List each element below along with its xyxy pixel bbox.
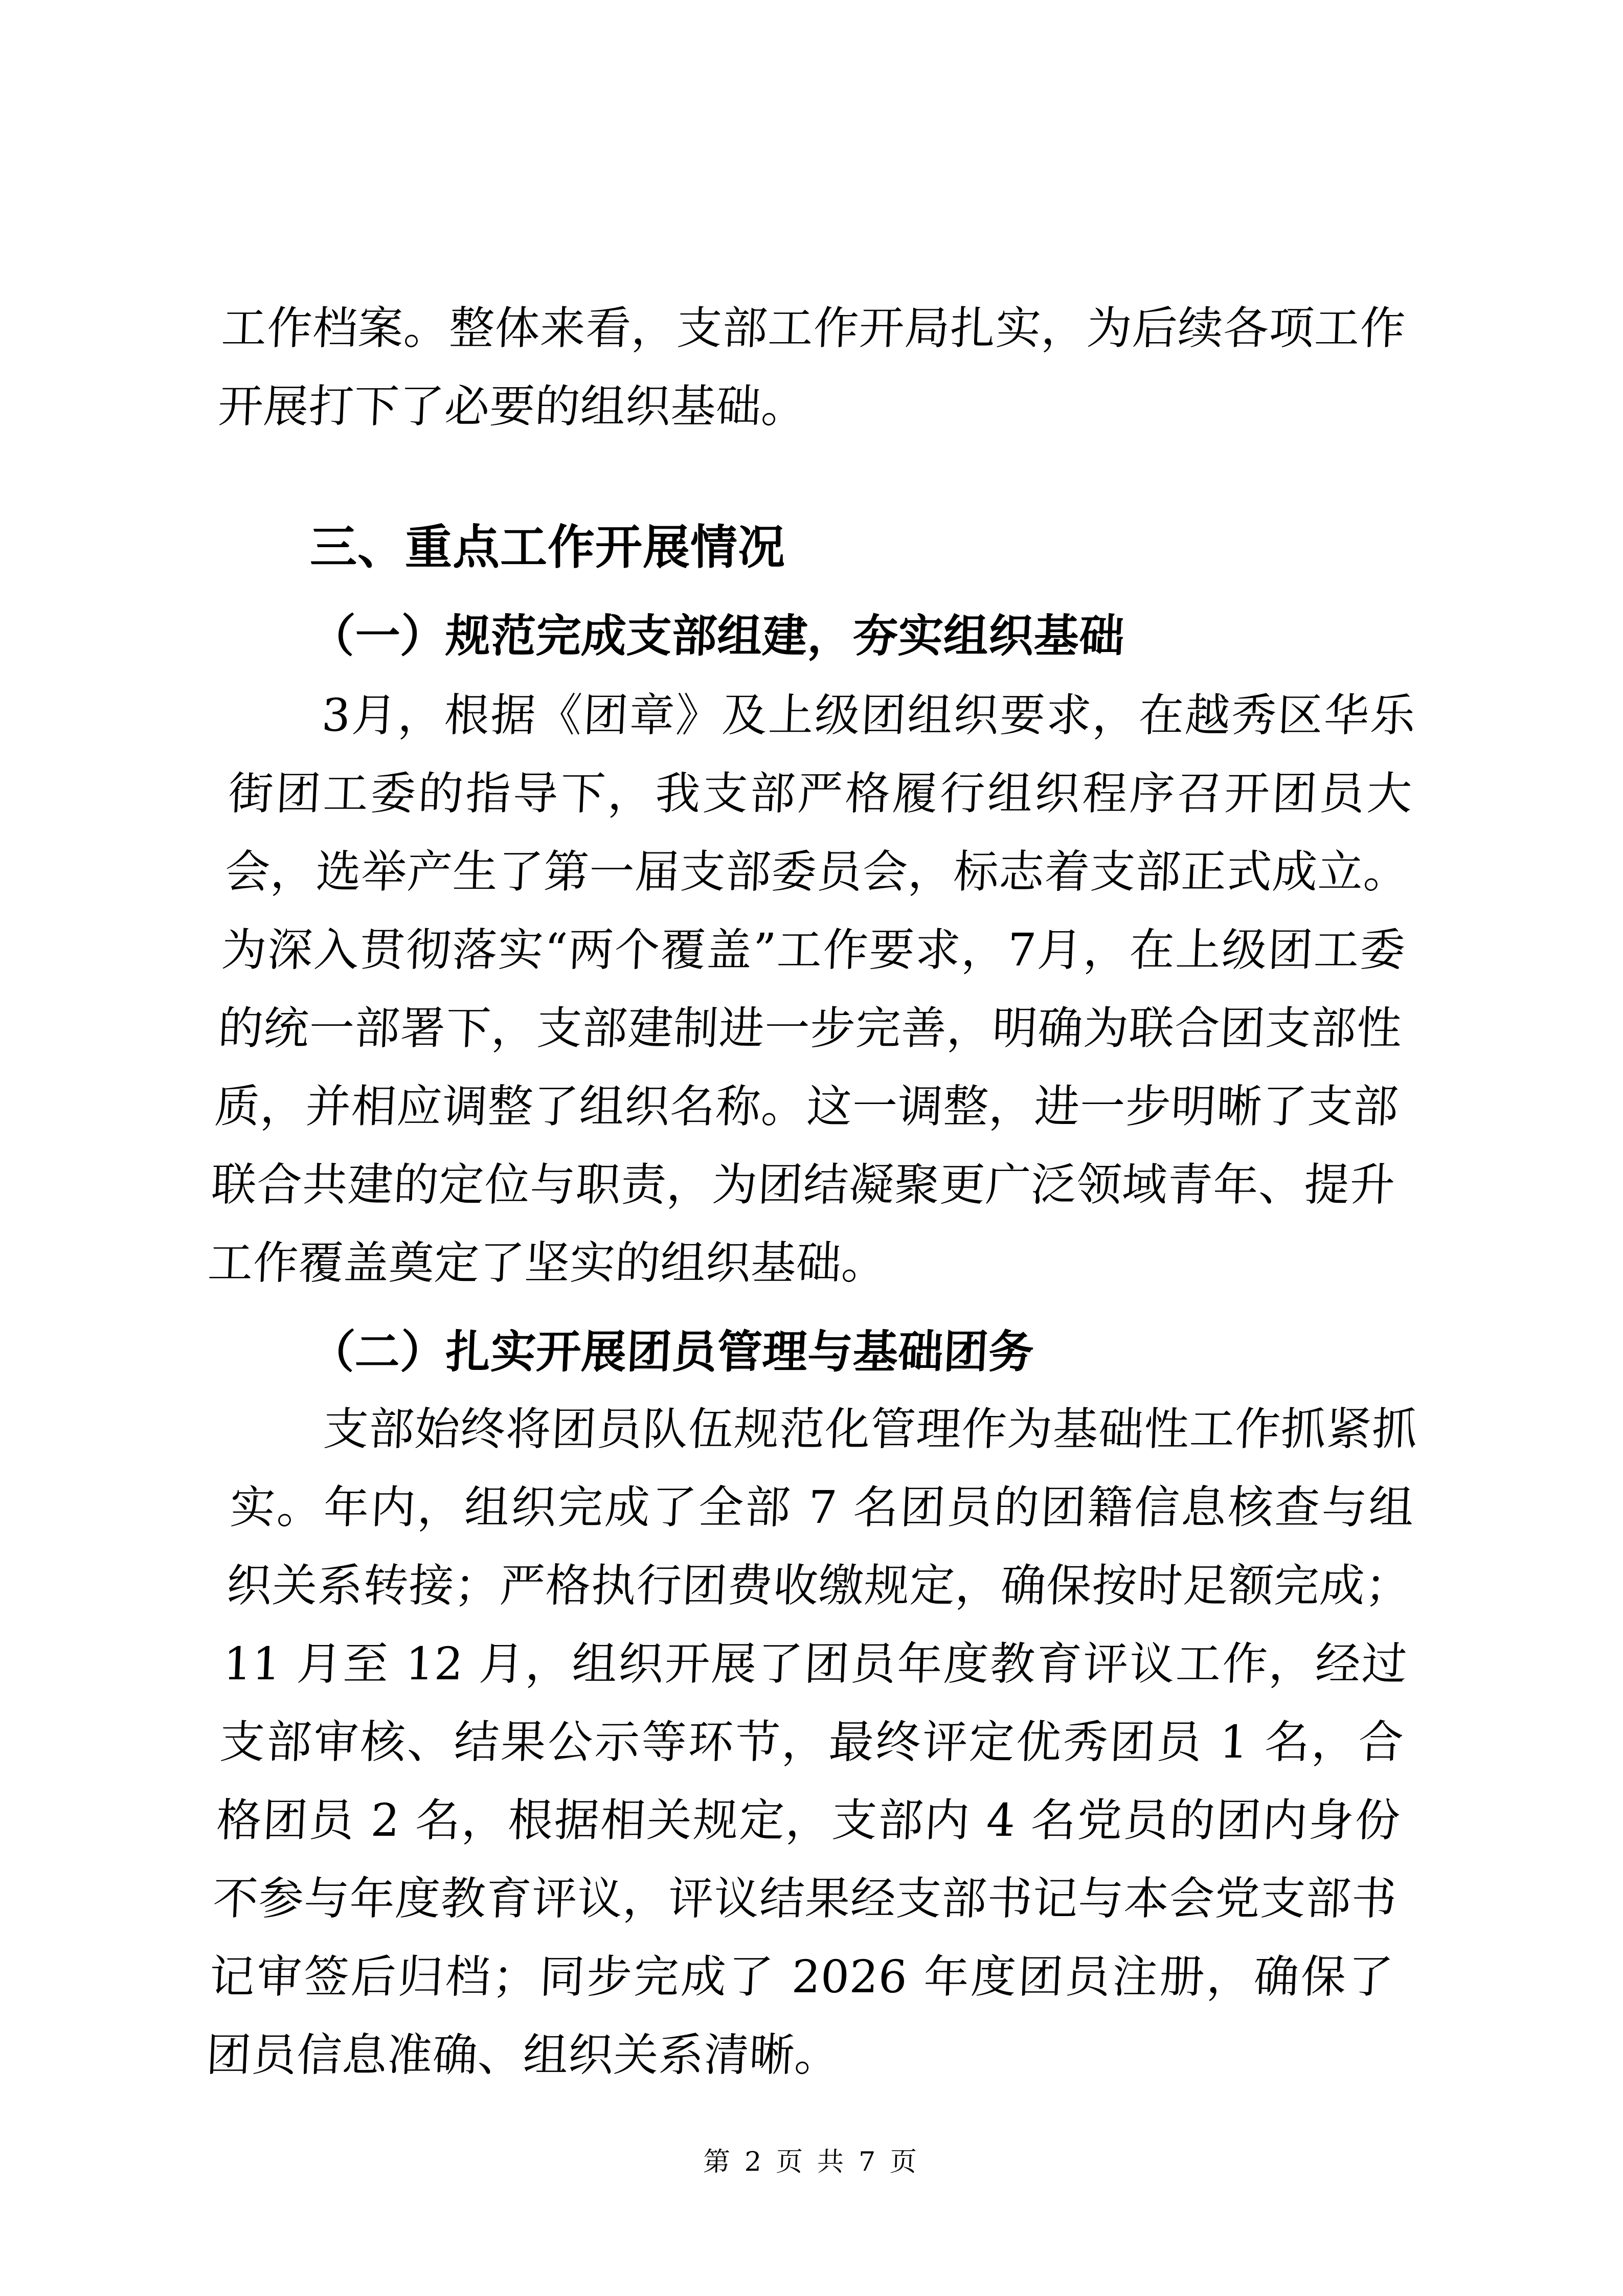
subsection-paragraph-2: 支部始终将团员队伍规范化管理作为基础性工作抓紧抓实。年内，组织完成了全部 7 名团员的团籍信息核查与组织关系转接；严格执行团费收缴规定，确保按时足额完成；11 月至 12 月，组织开展了团员年度教育评议工作，经过支部审核、结果公示等环节，最终评定优秀团员 1 名，合格团员 2 名，根据相关规定，支部内 4 名党员的团内身份不参与年度教育评议，评议结果经支部书记与本会党支部书记审签后归档；同步完成了 2026 年度团员注册，确保了团员信息准确、组织关系清晰。 bbox=[205, 1403, 1418, 2081]
section-heading-3: 三、重点工作开展情况 bbox=[310, 520, 786, 575]
subsection-heading-1: （一）规范完成支部组建，夯实组织基础 bbox=[308, 609, 1126, 662]
page-content bbox=[205, 0, 1418, 2094]
subsection-paragraph-1: 3月，根据《团章》及上级团组织要求，在越秀区华乐街团工委的指导下，我支部严格履行组织程序召开团员大会，选举产生了第一届支部委员会，标志着支部正式成立。为深入贯彻落实“两个覆盖”工作要求，7月，在上级团工委的统一部署下，支部建制进一步完善，明确为联合团支部性质，并相应调整了组织名称。这一调整，进一步明晰了支部联合共建的定位与职责，为团结凝聚更广泛领域青年、提升工作覆盖奠定了坚实的组织基础。 bbox=[207, 689, 1417, 1289]
continued-paragraph: 工作档案。整体来看，支部工作开局扎实，为后续各项工作开展打下了必要的组织基础。 bbox=[217, 302, 1407, 433]
subsection-heading-2: （二）扎实开展团员管理与基础团务 bbox=[308, 1325, 1035, 1378]
page-footer: 第 2 页 共 7 页 bbox=[703, 2147, 920, 2177]
